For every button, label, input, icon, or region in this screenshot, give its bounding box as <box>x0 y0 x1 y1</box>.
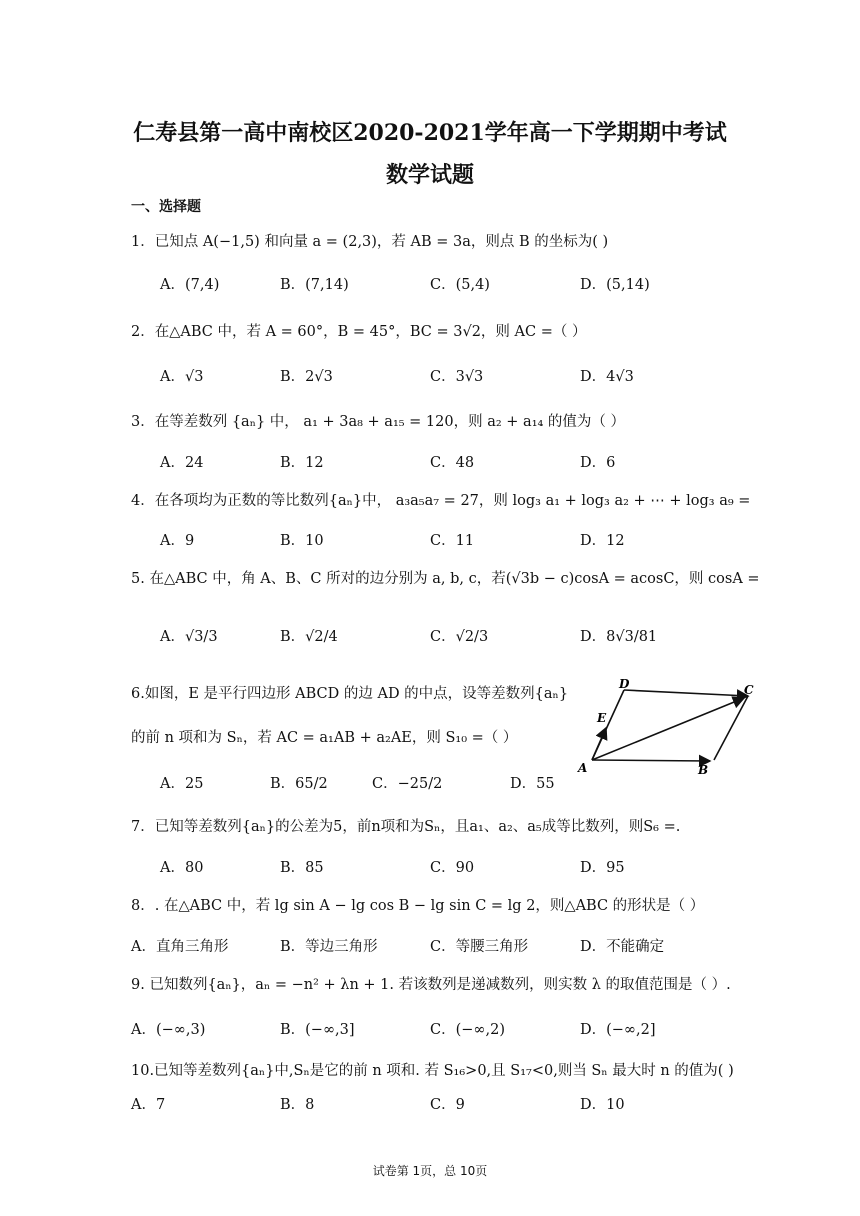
option-d: D．(5,14) <box>580 277 650 293</box>
option-b: B．12 <box>280 455 324 471</box>
question-8: 8．. 在△ABC 中，若 lg sin A − lg cos B − lg sin C = lg 2，则△ABC 的形状是（ ） <box>131 898 705 914</box>
question-10-options <box>131 1093 720 1119</box>
label-a: A <box>578 761 588 775</box>
option-c: C．√2/3 <box>430 629 489 645</box>
edge-ab <box>592 760 710 761</box>
question-7-options <box>160 856 720 882</box>
option-b: B．8 <box>280 1097 315 1113</box>
option-b: B．65/2 <box>270 776 328 792</box>
option-d: D．4√3 <box>580 369 634 385</box>
option-b: B．√2/4 <box>280 629 338 645</box>
question-3-options <box>160 451 720 477</box>
label-e: E <box>597 711 607 725</box>
question-5-options <box>160 625 720 651</box>
question-1: 1．已知点 A(−1,5) 和向量 a = (2,3)，若 AB = 3a，则点 B 的坐标为( ) <box>131 234 609 250</box>
edge-cb <box>714 696 748 760</box>
question-9-options <box>131 1018 720 1044</box>
question-2-options <box>160 365 720 391</box>
question-3: 3．在等差数列 {aₙ} 中， a₁ + 3a₈ + a₁₅ = 120，则 a₂ + a₁₄ 的值为（ ） <box>131 414 626 430</box>
option-b: B．(−∞,3] <box>280 1022 355 1038</box>
option-b: B．2√3 <box>280 369 333 385</box>
question-9: 9. 已知数列{aₙ}，aₙ = −n² + λn + 1. 若该数列是递减数列，则实数 λ 的取值范围是（ ）. <box>131 977 731 993</box>
option-d: D．12 <box>580 533 625 549</box>
option-a: A．(7,4) <box>160 277 220 293</box>
option-d: D．(−∞,2] <box>580 1022 656 1038</box>
option-c: C．−25/2 <box>372 776 443 792</box>
question-8-options <box>131 935 720 961</box>
section-heading: 一、选择题 <box>131 199 201 215</box>
option-d: D．8√3/81 <box>580 629 658 645</box>
option-a: A．√3 <box>160 369 204 385</box>
vector-ac <box>592 698 744 760</box>
question-10: 10.已知等差数列{aₙ}中,Sₙ是它的前 n 项和. 若 S₁₆>0,且 S₁₇<0,则当 Sₙ 最大时 n 的值为( ) <box>131 1063 734 1079</box>
label-d: D <box>619 677 630 691</box>
option-c: C．3√3 <box>430 369 484 385</box>
exam-title: 仁寿县第一高中南校区2020-2021学年高一下学期期中考试 <box>133 120 727 146</box>
option-d: D．95 <box>580 860 625 876</box>
option-c: C．(−∞,2) <box>430 1022 505 1038</box>
option-c: C．48 <box>430 455 475 471</box>
question-6-continued: 的前 n 项和为 Sₙ，若 AC = a₁AB + a₂AE，则 S₁₀ =（ ） <box>131 730 518 746</box>
option-a: A．25 <box>160 776 204 792</box>
label-c: C <box>744 683 754 697</box>
option-c: C．11 <box>430 533 475 549</box>
parallelogram-figure <box>572 676 762 788</box>
question-7: 7．已知等差数列{aₙ}的公差为5，前n项和为Sₙ，且a₁、a₂、a₅成等比数列，则S₆ =. <box>131 819 681 835</box>
option-a: A．24 <box>160 455 204 471</box>
option-c: C．等腰三角形 <box>430 939 529 955</box>
question-1-options <box>160 273 720 299</box>
option-b: B．85 <box>280 860 324 876</box>
option-a: A．7 <box>131 1097 166 1113</box>
option-a: A．直角三角形 <box>131 939 229 955</box>
option-d: D．55 <box>510 776 555 792</box>
option-a: A．(−∞,3) <box>131 1022 206 1038</box>
exam-subtitle: 数学试题 <box>385 162 474 188</box>
option-c: C．(5,4) <box>430 277 490 293</box>
option-a: A．9 <box>160 533 195 549</box>
option-d: D．不能确定 <box>580 939 665 955</box>
option-b: B．(7,14) <box>280 277 349 293</box>
question-4-options <box>160 529 720 555</box>
option-c: C．9 <box>430 1097 465 1113</box>
option-b: B．10 <box>280 533 324 549</box>
label-b: B <box>698 763 709 777</box>
question-2: 2．在△ABC 中，若 A = 60°，B = 45°，BC = 3√2，则 AC =（ ） <box>131 324 587 340</box>
option-c: C．90 <box>430 860 475 876</box>
page-footer: 试卷第 1页，总 10页 <box>372 1164 488 1178</box>
option-b: B．等边三角形 <box>280 939 378 955</box>
edge-dc <box>624 690 748 696</box>
option-a: A．80 <box>160 860 204 876</box>
option-a: A．√3/3 <box>160 629 218 645</box>
option-d: D．6 <box>580 455 616 471</box>
question-6: 6.如图，E 是平行四边形 ABCD 的边 AD 的中点，设等差数列{aₙ} <box>131 686 569 702</box>
option-d: D．10 <box>580 1097 625 1113</box>
question-4: 4．在各项均为正数的等比数列{aₙ}中， a₃a₅a₇ = 27，则 log₃ a₁ + log₃ a₂ + ⋯ + log₃ a₉ = <box>131 493 751 509</box>
question-5: 5. 在△ABC 中，角 A、B、C 所对的边分别为 a, b, c，若(√3b − c)cosA = acosC，则 cosA = <box>131 571 760 587</box>
